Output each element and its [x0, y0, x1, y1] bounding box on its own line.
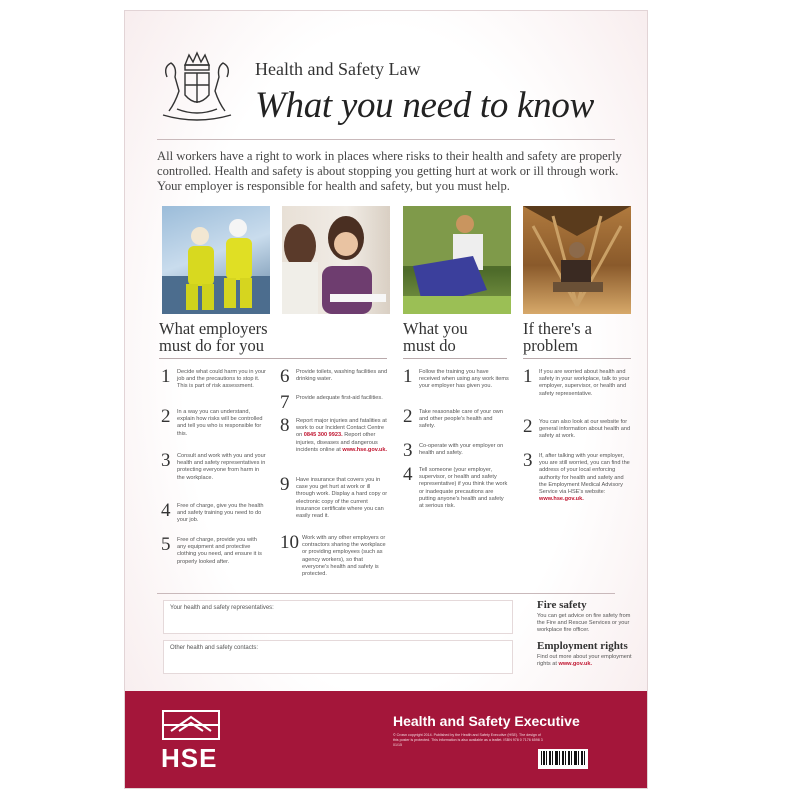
section-you-heading: What you must do [403, 319, 468, 355]
fine-print: © Crown copyright 2014. Published by the Health and Safety Executive (HSE). The design of this poster is protected. This information is also available as a leaflet. ISBN 978 0 7176 6598 3 01/15 [393, 733, 543, 747]
photo-workers-hivis [162, 206, 270, 314]
title-divider [157, 139, 615, 140]
reps-box[interactable] [163, 600, 513, 634]
gov-link[interactable]: www.gov.uk. [558, 661, 593, 667]
contacts-box-label: Other health and safety contacts: [170, 645, 259, 651]
pre-title: Health and Safety Law [255, 59, 421, 79]
photo-roof-worker [523, 206, 631, 314]
section-divider [157, 593, 615, 594]
organisation-name: Health and Safety Executive [393, 713, 580, 729]
section-divider [159, 358, 387, 359]
hse-link[interactable]: www.hse.gov.uk. [342, 446, 388, 453]
contacts-box[interactable] [163, 640, 513, 674]
phone-number: 0845 300 9923. [303, 432, 343, 439]
section-employers-heading: What employers must do for you [159, 319, 268, 355]
royal-coat-of-arms-icon [155, 47, 239, 127]
employment-rights-text: Find out more about your employment rights at www.gov.uk. [537, 654, 632, 667]
poster: Health and Safety Law What you need to know All workers have a right to work in places where risks to their health and safety are properly controlled. Health and safety is about stopping you getting hurt at work or ill through work. Your employer is responsible for health and safety, but you must help. What employers must do for you What you must do If there's a problem 1 Decide what could harm you in your job and the precautions to stop it. This is part of risk assessment. 2 In a way you can understand, explain how risks will be controlled and tell you who is responsible for this. 3 Consult and work with you and your health and safety representatives in protecting everyone from harm in the workplace. 4 Free of charge, give you the health and safety training you need to do your job. 5 Free of charge, provide you with any equipment and protective clothing you need, and ensure it is properly looked after. 6 Provide toilets, washing facilities and drinking water. 7 Provide adequate first-aid facilities. 8 Report major injuries and fatalities at work to our Incident Contact Centre on 0845 300 9923. Report other injuries, diseases and dangerous incidents online at www.hse.gov.uk. 9 Have insurance that covers you in case you get hurt at work or ill through work. Display a hard copy or electronic copy of the current insurance certificate where you can easily read it. 10 Work with any other employers or contractors sharing the workplace or providing employees (such as agency workers), so that everyone's health and safety is protected. 1 Follow the training you have received when using any work items your employer has given you. 2 Take reasonable care of your own and other people's health and safety. 3 Co-operate with your employer on health and safety. 4 Tell someone (your employer, supervisor, or health and safety representative) if you think the work or inadequate precautions are putting anyone's health and safety at serious risk. 1 If you are worried about health and safety in your workplace, talk to your employer, supervisor, or health and safety representative. 2 You can also look at our website for general information about health and safety at work. 3 If, after talking with your employer, you are still worried, you can find the address of your local enforcing authority for health and safety and the Employment Medical Advisory Service via HSE's website: www.hse.gov.uk. Your health and safety representatives: Other health and safety contacts: Fire safety You can get advice on fire safety from the Fire and Rescue Services or your workplace fire officer. Employment rights Find out more about your employment rights at www.gov.uk. HSE Health and Safety Executive © Crown copyright 2014. Published by the Health and Safety Executive (HSE). The design of this poster is protected. This information is also available as a leaflet. ISBN 978 0 7176 6598 3 01/15 [125, 11, 647, 788]
intro-paragraph: All workers have a right to work in places where risks to their health and safety are properly controlled. Health and safety is about stopping you getting hurt at work or ill through work. Your employer is responsible for health and safety, but you must help. [157, 149, 622, 193]
hse-link[interactable]: www.hse.gov.uk. [539, 496, 584, 503]
photo-office-meeting [282, 206, 390, 314]
footer-band [125, 691, 647, 788]
photo-farm-worker [403, 206, 511, 314]
reps-box-label: Your health and safety representatives: [170, 605, 274, 611]
section-divider [403, 358, 507, 359]
barcode-icon [538, 749, 588, 769]
section-problem-heading: If there's a problem [523, 319, 592, 355]
employment-rights-heading: Employment rights [537, 640, 628, 652]
fire-safety-text: You can get advice on fire safety from the Fire and Rescue Services or your workplace fire officer. [537, 613, 631, 633]
section-divider [523, 358, 631, 359]
fire-safety-heading: Fire safety [537, 599, 587, 611]
page-title: What you need to know [255, 85, 594, 126]
hse-logo-text: HSE [161, 743, 218, 773]
